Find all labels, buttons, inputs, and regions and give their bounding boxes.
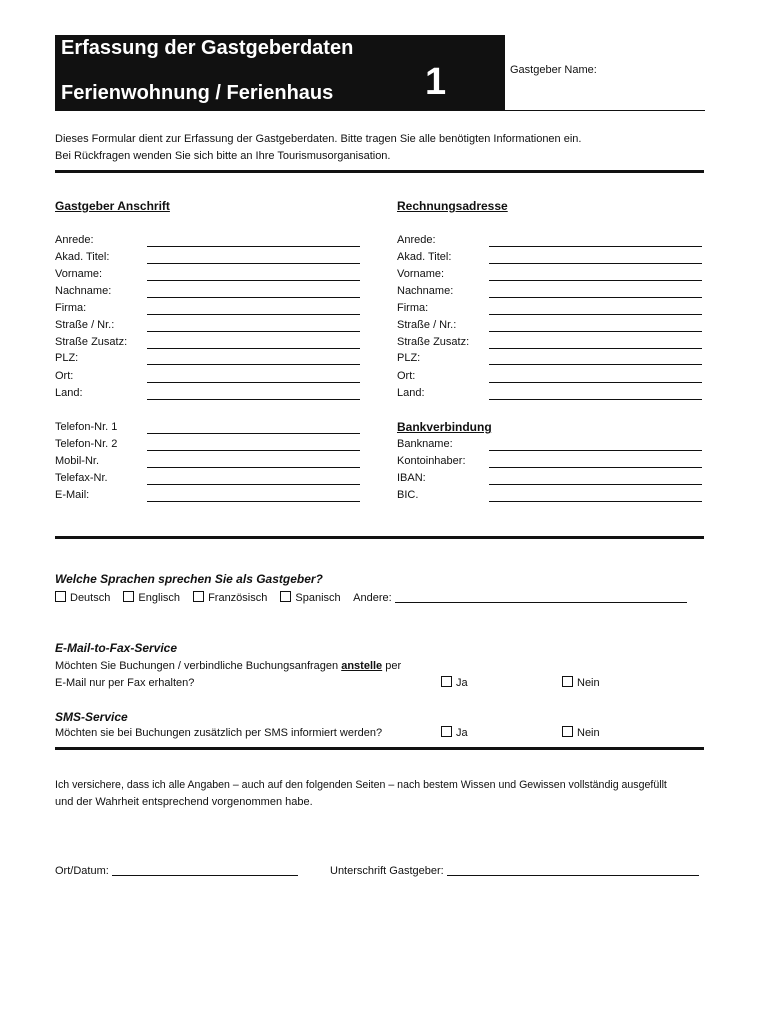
field-label: Vorname: xyxy=(55,268,103,280)
checkbox[interactable] xyxy=(441,726,452,737)
place-date-field[interactable] xyxy=(55,864,298,877)
sms-service-question: Möchten sie bei Buchungen zusätzlich per SMS informiert werden? xyxy=(55,727,383,739)
input-line[interactable] xyxy=(489,399,702,400)
field-label: Straße / Nr.: xyxy=(397,319,457,331)
field-label: Straße / Nr.: xyxy=(55,319,115,331)
option-label: Nein xyxy=(577,677,600,689)
form-subtitle: Ferienwohnung / Ferienhaus xyxy=(61,82,334,104)
form-number: 1 xyxy=(425,61,447,103)
input-line[interactable] xyxy=(147,280,360,281)
input-line[interactable] xyxy=(147,331,360,332)
input-line[interactable] xyxy=(489,314,702,315)
option-label: Französisch xyxy=(208,592,268,604)
field-label: PLZ: xyxy=(55,352,79,364)
fax-yes-option[interactable] xyxy=(441,676,468,689)
question-text: Möchten Sie Buchungen / verbindliche Buchungsanfragen xyxy=(55,660,342,672)
checkbox[interactable] xyxy=(562,676,573,687)
host-name-label: Gastgeber Name: xyxy=(510,64,597,76)
field-label: Firma: xyxy=(55,302,87,314)
input-line[interactable] xyxy=(147,297,360,298)
host-name-field[interactable] xyxy=(505,110,705,111)
field-label: IBAN: xyxy=(397,472,426,484)
field-label: Anrede: xyxy=(55,234,94,246)
input-line[interactable] xyxy=(147,364,360,365)
input-line[interactable] xyxy=(489,467,702,468)
sms-service-title: SMS-Service xyxy=(55,710,128,724)
intro-line-2: Bei Rückfragen wenden Sie sich bitte an Ihre Tourismusorganisation. xyxy=(55,150,391,162)
input-line[interactable] xyxy=(489,263,702,264)
sms-no-option[interactable] xyxy=(562,726,600,739)
field-label: Land: xyxy=(55,387,83,399)
language-option-englisch[interactable] xyxy=(123,592,180,604)
input-line[interactable] xyxy=(147,314,360,315)
checkbox[interactable] xyxy=(562,726,573,737)
language-other-label: Andere: xyxy=(353,592,392,604)
input-line[interactable] xyxy=(489,484,702,485)
signature-field[interactable] xyxy=(330,864,699,877)
field-label: Ort: xyxy=(55,370,74,382)
declaration-line-2: und der Wahrheit entsprechend vorgenommen habe. xyxy=(55,796,313,808)
intro-line-1: Dieses Formular dient zur Erfassung der Gastgeberdaten. Bitte tragen Sie alle benötigten Informationen ein. xyxy=(55,133,582,145)
checkbox[interactable] xyxy=(193,591,204,602)
bank-section-title: Bankverbindung xyxy=(397,420,492,434)
input-line[interactable] xyxy=(147,501,360,502)
place-date-line[interactable] xyxy=(112,864,298,876)
field-label: Firma: xyxy=(397,302,429,314)
checkbox[interactable] xyxy=(280,591,291,602)
input-line[interactable] xyxy=(489,501,702,502)
input-line[interactable] xyxy=(147,450,360,451)
fax-service-question-line-2: E-Mail nur per Fax erhalten? xyxy=(55,677,195,689)
field-label: Straße Zusatz: xyxy=(397,336,470,348)
field-label: Akad. Titel: xyxy=(397,251,452,263)
fax-service-question-line-1 xyxy=(55,660,401,672)
input-line[interactable] xyxy=(489,450,702,451)
input-line[interactable] xyxy=(147,467,360,468)
header-banner xyxy=(55,35,505,111)
divider xyxy=(55,170,704,173)
option-label: Nein xyxy=(577,727,600,739)
signature-label: Unterschrift Gastgeber: xyxy=(330,865,444,877)
input-line[interactable] xyxy=(147,484,360,485)
option-label: Spanisch xyxy=(295,592,341,604)
input-line[interactable] xyxy=(489,331,702,332)
intro-text xyxy=(55,131,581,165)
input-line[interactable] xyxy=(489,348,702,349)
field-label: Kontoinhaber: xyxy=(397,455,466,467)
checkbox[interactable] xyxy=(123,591,134,602)
field-label: BIC. xyxy=(397,489,419,501)
question-text: per xyxy=(382,660,402,672)
place-date-label: Ort/Datum: xyxy=(55,865,109,877)
input-line[interactable] xyxy=(147,348,360,349)
divider xyxy=(55,747,704,750)
field-label: Straße Zusatz: xyxy=(55,336,128,348)
form-title: Erfassung der Gastgeberdaten xyxy=(61,37,354,59)
declaration-line-1: Ich versichere, dass ich alle Angaben – auch auf den folgenden Seiten – nach bestem Wissen und Gewissen vollständig ausgefüllt xyxy=(55,779,667,791)
field-label: Telefon-Nr. 2 xyxy=(55,438,118,450)
field-label: Nachname: xyxy=(397,285,454,297)
question-emphasis: anstelle xyxy=(341,660,383,672)
field-label: Telefon-Nr. 1 xyxy=(55,421,118,433)
option-label: Deutsch xyxy=(70,592,111,604)
input-line[interactable] xyxy=(147,399,360,400)
field-label: E-Mail: xyxy=(55,489,90,501)
language-option-deutsch[interactable] xyxy=(55,592,110,604)
input-line[interactable] xyxy=(489,246,702,247)
option-label: Ja xyxy=(456,677,468,689)
field-label: Nachname: xyxy=(55,285,112,297)
language-option-franzoesisch[interactable] xyxy=(193,592,267,604)
sms-yes-option[interactable] xyxy=(441,726,468,739)
field-label: Bankname: xyxy=(397,438,453,450)
address-section-title: Gastgeber Anschrift xyxy=(55,199,170,213)
billing-section-title: Rechnungsadresse xyxy=(397,199,508,213)
input-line[interactable] xyxy=(147,263,360,264)
field-label: PLZ: xyxy=(397,352,421,364)
field-label: Vorname: xyxy=(397,268,445,280)
input-line[interactable] xyxy=(489,280,702,281)
field-label: Ort: xyxy=(397,370,416,382)
input-line[interactable] xyxy=(147,382,360,383)
language-option-spanisch[interactable] xyxy=(280,592,340,604)
languages-question: Welche Sprachen sprechen Sie als Gastgeber? xyxy=(55,572,323,586)
input-line[interactable] xyxy=(489,297,702,298)
input-line[interactable] xyxy=(489,364,702,365)
input-line[interactable] xyxy=(147,433,360,434)
field-label: Akad. Titel: xyxy=(55,251,110,263)
field-label: Mobil-Nr. xyxy=(55,455,100,467)
signature-line[interactable] xyxy=(447,864,699,876)
checkbox[interactable] xyxy=(441,676,452,687)
field-label: Land: xyxy=(397,387,425,399)
option-label: Ja xyxy=(456,727,468,739)
divider xyxy=(55,536,704,539)
fax-no-option[interactable] xyxy=(562,676,600,689)
input-line[interactable] xyxy=(147,246,360,247)
languages-options xyxy=(55,591,687,604)
field-label: Telefax-Nr. xyxy=(55,472,108,484)
language-other-field[interactable] xyxy=(395,591,687,603)
checkbox[interactable] xyxy=(55,591,66,602)
fax-service-title: E-Mail-to-Fax-Service xyxy=(55,641,178,655)
input-line[interactable] xyxy=(489,382,702,383)
field-label: Anrede: xyxy=(397,234,436,246)
option-label: Englisch xyxy=(138,592,180,604)
